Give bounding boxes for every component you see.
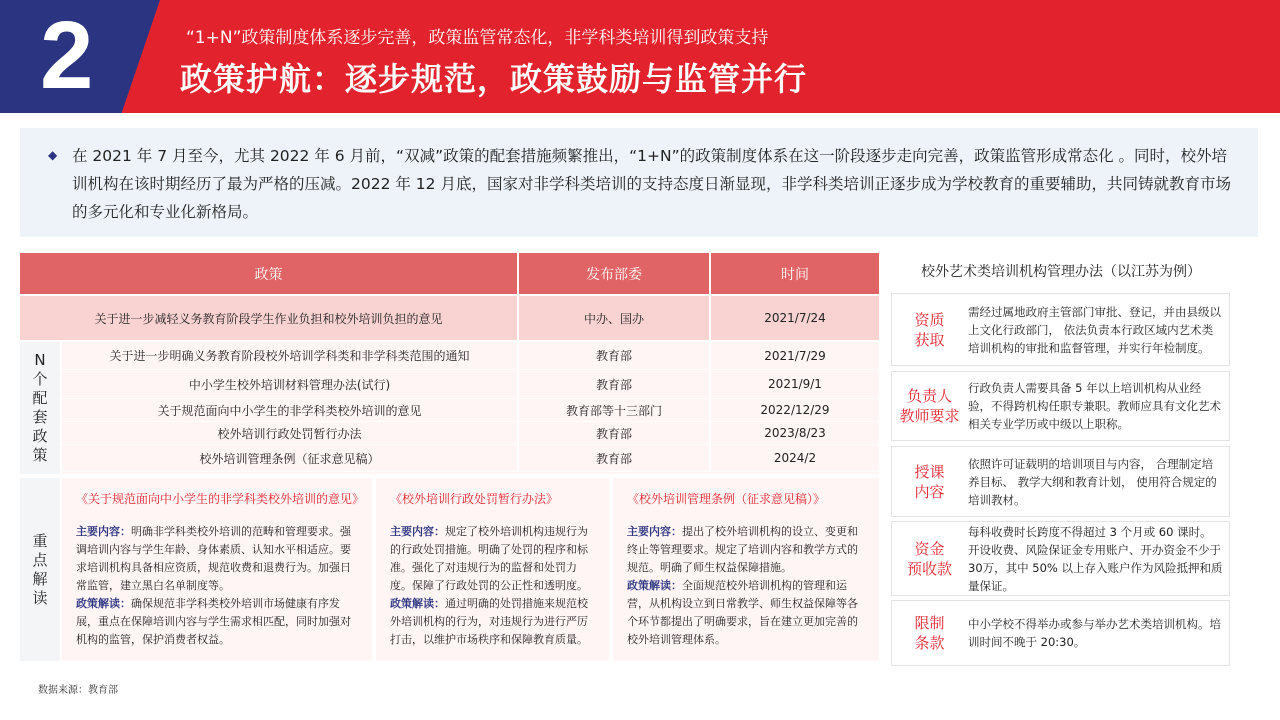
label-char: 套	[32, 408, 48, 426]
rule-text: 行政负责人需要具备 5 年以上培训机构从业经验，不得跨机构任职专兼职。教师应具有文化艺术相关专业学历或中级以上职称。	[968, 381, 1221, 431]
rule-item-content	[891, 446, 1230, 517]
page-header	[0, 0, 1280, 113]
card-text: 确保规范非学科类校外培训市场健康有序发展，重点在保障培训内容与学生需求相匹配，同时加强对机构的监管，保护消费者权益。	[76, 597, 351, 646]
dept-cell: 教育部	[517, 342, 709, 369]
card-key-label: 政策解读：	[627, 579, 682, 592]
rule-text: 中小学校不得举办或参与举办艺术类培训机构。培训时间不晚于 20:30。	[968, 617, 1221, 649]
header-dept: 发布部委	[517, 253, 709, 294]
table-row	[62, 399, 879, 422]
rule-label	[892, 522, 967, 595]
card-text: 通过明确的处罚措施来规范校外培训机构的行为，对违规行为进行严厉打击，以维护市场秩序和保障教育质量。	[390, 597, 588, 646]
rule-label-line: 内容	[914, 482, 945, 501]
label-char: 策	[32, 446, 48, 464]
rule-label	[892, 372, 967, 440]
dept-cell: 教育部	[517, 422, 709, 444]
rule-label-line: 资质	[914, 310, 945, 329]
policy-cell: 校外培训管理条例（征求意见稿）	[199, 451, 380, 466]
header-time: 时间	[709, 253, 879, 294]
page-title: 政策护航：逐步规范，政策鼓励与监管并行	[180, 60, 808, 98]
time-cell: 2021/7/24	[709, 296, 879, 340]
label-char: 配	[32, 389, 48, 407]
rule-item-qualification	[891, 293, 1230, 366]
rule-label-line: 资金	[914, 539, 945, 558]
n-policies-label	[20, 342, 60, 474]
n-policy-rows	[62, 342, 879, 474]
card-key-label: 政策解读：	[76, 597, 131, 610]
card-text: 明确非学科类校外培训的范畴和管理要求。强调培训内容与学生年龄、身体素质、认知水平相适应。要求培训机构具备相应资质，规范收费和退费行为。加强日常监管，建立黑白名单制度等。	[76, 525, 351, 592]
rule-label-line: 授课	[914, 462, 945, 481]
label-char: N	[34, 351, 46, 369]
label-char: 个	[32, 370, 48, 388]
rule-label	[892, 601, 967, 665]
time-cell: 2024/2	[709, 445, 879, 471]
dept-cell: 教育部等十三部门	[517, 399, 709, 421]
policy-cell: 关于规范面向中小学生的非学科类校外培训的意见	[157, 403, 422, 418]
interpretation-card	[613, 478, 879, 661]
card-title: 《校外培训行政处罚暂行办法》	[390, 492, 559, 506]
right-panel-title: 校外艺术类培训机构管理办法（以江苏为例）	[921, 264, 1201, 280]
intro-text: 在 2021 年 7 月至今，尤其 2022 年 6 月前，“双减”政策的配套措施频繁推出，“1+N”的政策制度体系在这一阶段逐步走向完善，政策监管形成常态化 。同时，校外培训机构在该时期经历了最为严格的压减。2022 年 12 月底，国家对非学科类培训的支持态度日渐显现，非学科类培训正逐步成为学校教育的重要辅助，共同铸就教育市场的多元化和专业化新格局。	[72, 147, 1231, 221]
label-char: 重	[32, 531, 48, 550]
dept-cell: 教育部	[517, 445, 709, 471]
card-key-label: 政策解读：	[390, 597, 445, 610]
section-number: 2	[40, 2, 94, 109]
rule-label-line: 负责人	[906, 387, 952, 405]
rule-label	[892, 294, 967, 365]
table-row	[62, 445, 879, 472]
policy-cell: 关于进一步明确义务教育阶段校外培训学科类和非学科类范围的通知	[109, 349, 470, 363]
card-body	[76, 523, 358, 649]
card-text: 规定了校外培训机构违规行为的行政处罚措施。明确了处罚的程序和标准。强化了对违规行为的监督和处罚力度。保障了行政处罚的公正性和透明度。	[390, 525, 588, 592]
time-cell: 2021/7/29	[709, 342, 879, 369]
key-interpretation-block	[20, 478, 879, 661]
rule-label-line: 条款	[914, 634, 945, 652]
time-cell: 2023/8/23	[709, 422, 879, 444]
time-cell: 2021/9/1	[709, 370, 879, 398]
label-char: 解	[32, 569, 48, 588]
policy-cell: 校外培训行政处罚暂行办法	[217, 426, 362, 441]
rule-label-line: 限制	[914, 614, 945, 632]
label-char: 点	[32, 550, 48, 569]
card-key-label: 主要内容：	[627, 525, 682, 538]
header-policy: 政策	[20, 253, 517, 294]
label-char: 读	[32, 588, 48, 607]
diamond-bullet-icon: ◆	[48, 148, 58, 162]
card-body	[627, 523, 865, 649]
card-text: 全面规范校外培训机构的管理和运营，从机构设立到日常教学、师生权益保障等各个环节都提出了明确要求，旨在建立更加完善的校外培训管理体系。	[627, 579, 858, 646]
card-key-label: 主要内容：	[390, 525, 445, 538]
card-title: 《关于规范面向中小学生的非学科类校外培训的意见》	[76, 492, 365, 506]
policy-cell: 关于进一步减轻义务教育阶段学生作业负担和校外培训负担的意见	[94, 311, 443, 326]
table-row	[62, 370, 879, 399]
rule-label-line: 获取	[914, 330, 945, 349]
rule-text: 依照许可证载明的培训项目与内容， 合理制定培养目标、 教学大纲和教育计划， 使用符合规定的培训教材。	[968, 456, 1217, 507]
rule-item-staff	[891, 371, 1230, 441]
dept-cell: 教育部	[517, 370, 709, 398]
policy-cell: 中小学生校外培训材料管理办法(试行)	[188, 377, 391, 392]
policy-table	[20, 253, 879, 661]
dept-cell: 中办、国办	[517, 296, 709, 340]
rule-label	[892, 447, 967, 516]
data-source-note: 数据来源：教育部	[38, 685, 118, 696]
card-title: 《校外培训管理条例（征求意见稿）》	[627, 492, 826, 506]
card-key-label: 主要内容：	[76, 525, 131, 538]
table-row	[62, 422, 879, 445]
page-subtitle: “1+N”政策制度体系逐步完善，政策监管常态化，非学科类培训得到政策支持	[186, 28, 769, 48]
interpretation-card	[62, 478, 372, 661]
rule-item-restrictions	[891, 600, 1230, 666]
rule-text: 需经过属地政府主管部门审批、登记，并由县级以上文化行政部门， 依法负责本行政区域内艺术类培训机构的审批和监督管理，并实行年检制度。	[968, 304, 1221, 355]
rule-text: 每科收费时长跨度不得超过 3 个月或 60 课时。开设收费、风险保证金专用账户、开办资金不少于30万，其中 50% 以上存入账户作为风险抵押和质量保证。	[968, 524, 1223, 593]
table-header-row	[20, 253, 879, 294]
time-cell: 2022/12/29	[709, 399, 879, 421]
intro-box	[20, 128, 1258, 237]
card-text: 提出了校外培训机构的设立、变更和终止等管理要求。规定了培训内容和教学方式的规范。明确了师生权益保障措施。	[627, 525, 858, 574]
key-interpretation-label	[20, 478, 60, 661]
interpretation-card	[376, 478, 609, 661]
card-body	[390, 523, 595, 649]
rule-label-line: 教师要求	[899, 407, 960, 425]
table-row-main-policy	[20, 294, 879, 340]
table-row	[62, 342, 879, 370]
rule-label-line: 预收款	[906, 559, 952, 578]
label-char: 政	[32, 427, 48, 445]
rule-item-funds	[891, 521, 1230, 596]
n-supporting-policies	[20, 342, 879, 474]
